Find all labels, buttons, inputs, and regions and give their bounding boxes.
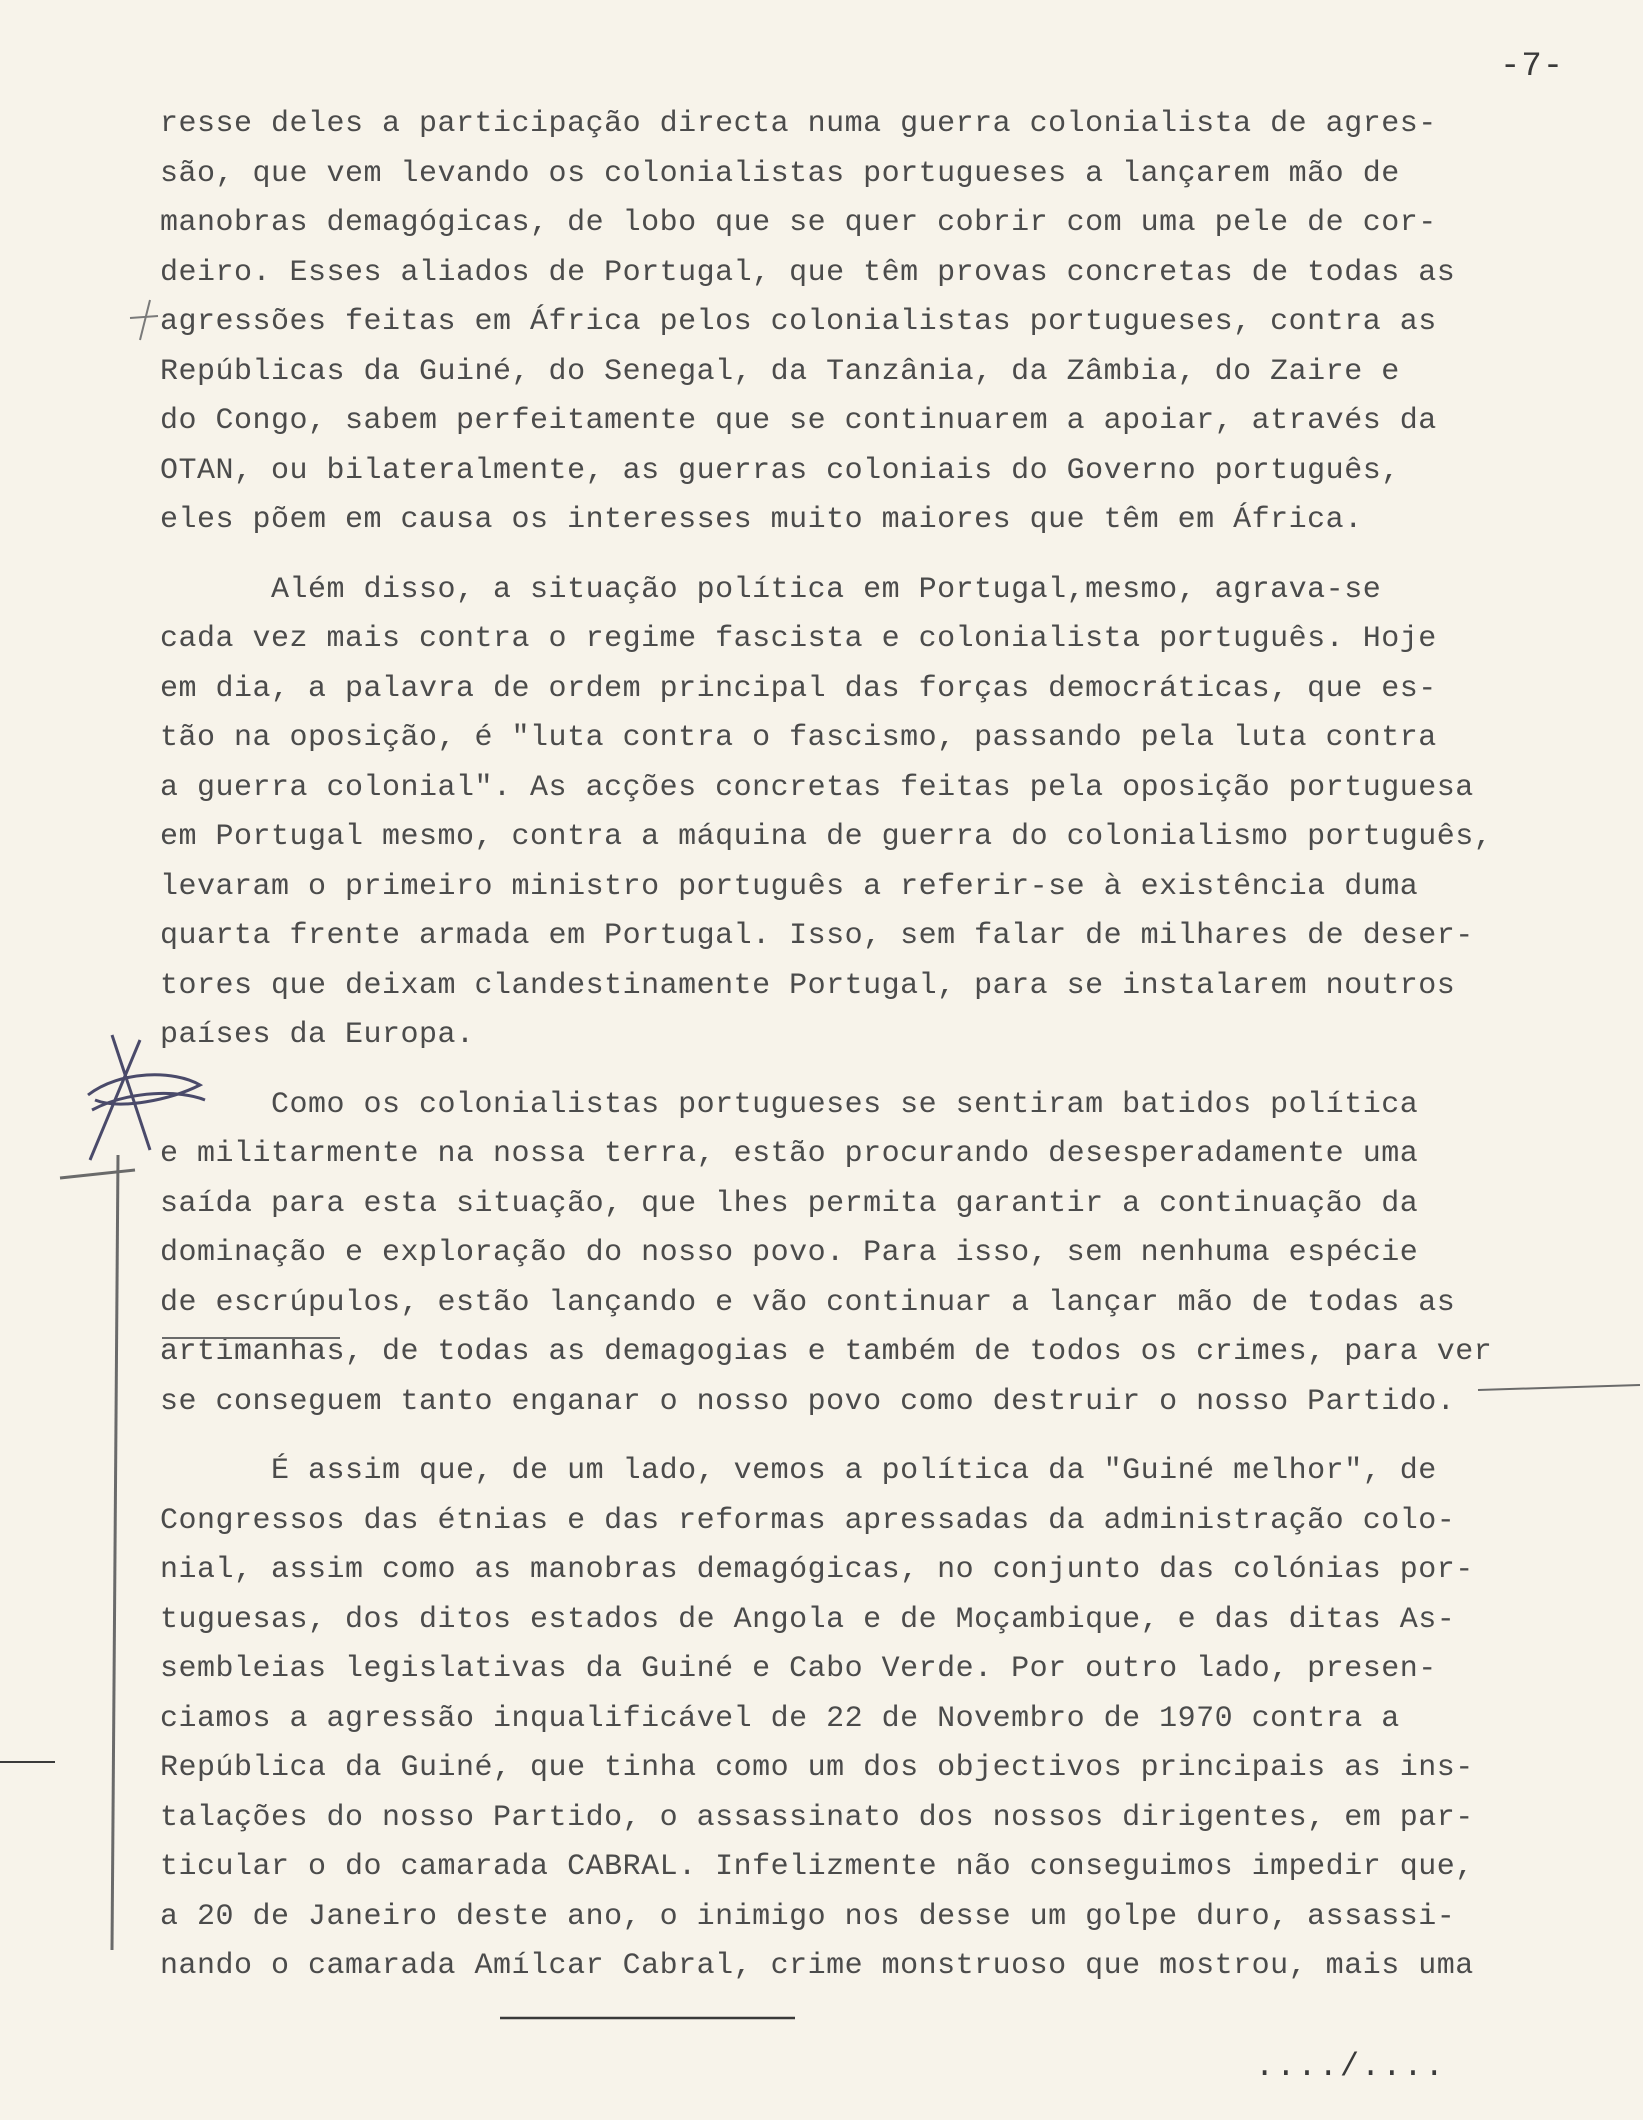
text-line: agressões feitas em África pelos colonialistas portugueses, contra as — [160, 305, 1437, 339]
text-line: sembleias legislativas da Guiné e Cabo Verde. Por outro lado, presen- — [160, 1652, 1437, 1686]
text-line: cada vez mais contra o regime fascista e colonialista português. Hoje — [160, 622, 1437, 656]
body-text — [160, 100, 1610, 1992]
text-line: ticular o do camarada CABRAL. Infelizmente não conseguimos impedir que, — [160, 1850, 1474, 1884]
text-line: nial, assim como as manobras demagógicas, no conjunto das colónias por- — [160, 1553, 1474, 1587]
page-number: -7- — [1500, 48, 1565, 86]
text-line: a 20 de Janeiro deste ano, o inimigo nos desse um golpe duro, assassi- — [160, 1899, 1456, 1934]
continuation-mark: ..../.... — [1255, 2048, 1446, 2085]
paragraph-1 — [160, 100, 1610, 546]
text-line: artimanhas, de todas as demagogias e também de todos os crimes, para ver — [160, 1335, 1493, 1369]
paragraph-3 — [160, 1081, 1610, 1428]
text-line: manobras demagógicas, de lobo que se quer cobrir com uma pele de cor- — [160, 206, 1437, 240]
text-line: levaram o primeiro ministro português a referir-se à existência duma — [160, 869, 1419, 904]
text-line: tuguesas, dos ditos estados de Angola e de Moçambique, e das ditas As- — [160, 1602, 1456, 1637]
text-line: quarta frente armada em Portugal. Isso, sem falar de milhares de deser- — [160, 919, 1474, 953]
text-line: de escrúpulos, estão lançando e vão continuar a lançar mão de todas as — [160, 1285, 1456, 1320]
text-line: são, que vem levando os colonialistas portugueses a lançarem mão de — [160, 156, 1400, 191]
text-line: do Congo, sabem perfeitamente que se continuarem a apoiar, através da — [160, 404, 1437, 438]
text-line: Congressos das étnias e das reformas apressadas da administração colo- — [160, 1503, 1456, 1538]
paragraph-4 — [160, 1447, 1610, 1992]
paragraph-2 — [160, 566, 1610, 1061]
text-line: OTAN, ou bilateralmente, as guerras coloniais do Governo português, — [160, 453, 1400, 488]
text-line: em Portugal mesmo, contra a máquina de guerra do colonialismo português, — [160, 820, 1493, 854]
text-line: tão na oposição, é "luta contra o fascismo, passando pela luta contra — [160, 721, 1437, 755]
margin-vertical-line — [60, 1155, 135, 1950]
text-line: e militarmente na nossa terra, estão procurando desesperadamente uma — [160, 1137, 1419, 1171]
text-line: a guerra colonial". As acções concretas feitas pela oposição portuguesa — [160, 770, 1474, 805]
text-line: Como os colonialistas portugueses se sentiram batidos política — [160, 1087, 1419, 1122]
text-line: em dia, a palavra de ordem principal das forças democráticas, que es- — [160, 671, 1437, 706]
text-line: República da Guiné, que tinha como um dos objectivos principais as ins- — [160, 1751, 1474, 1785]
text-line: É assim que, de um lado, vemos a política da "Guiné melhor", de — [160, 1454, 1437, 1488]
text-line: Repúblicas da Guiné, do Senegal, da Tanzânia, da Zâmbia, do Zaire e — [160, 354, 1400, 389]
text-line: nando o camarada Amílcar Cabral, crime monstruoso que mostrou, mais uma — [160, 1949, 1474, 1983]
text-line: tores que deixam clandestinamente Portugal, para se instalarem noutros — [160, 968, 1456, 1003]
text-line: deiro. Esses aliados de Portugal, que têm provas concretas de todas as — [160, 255, 1456, 290]
text-line: saída para esta situação, que lhes permita garantir a continuação da — [160, 1186, 1419, 1221]
text-line: eles põem em causa os interesses muito maiores que têm em África. — [160, 503, 1363, 537]
text-line: resse deles a participação directa numa guerra colonialista de agres- — [160, 107, 1437, 141]
pencil-dagger-mark — [130, 300, 158, 340]
text-line: se conseguem tanto enganar o nosso povo como destruir o nosso Partido. — [160, 1384, 1456, 1419]
text-line: ciamos a agressão inqualificável de 22 de Novembro de 1970 contra a — [160, 1701, 1400, 1736]
text-line: países da Europa. — [160, 1018, 475, 1052]
text-line: dominação e exploração do nosso povo. Para isso, sem nenhuma espécie — [160, 1236, 1419, 1270]
text-line: talações do nosso Partido, o assassinato dos nossos dirigentes, em par- — [160, 1800, 1474, 1835]
text-line: Além disso, a situação política em Portugal,mesmo, agrava-se — [160, 572, 1382, 607]
